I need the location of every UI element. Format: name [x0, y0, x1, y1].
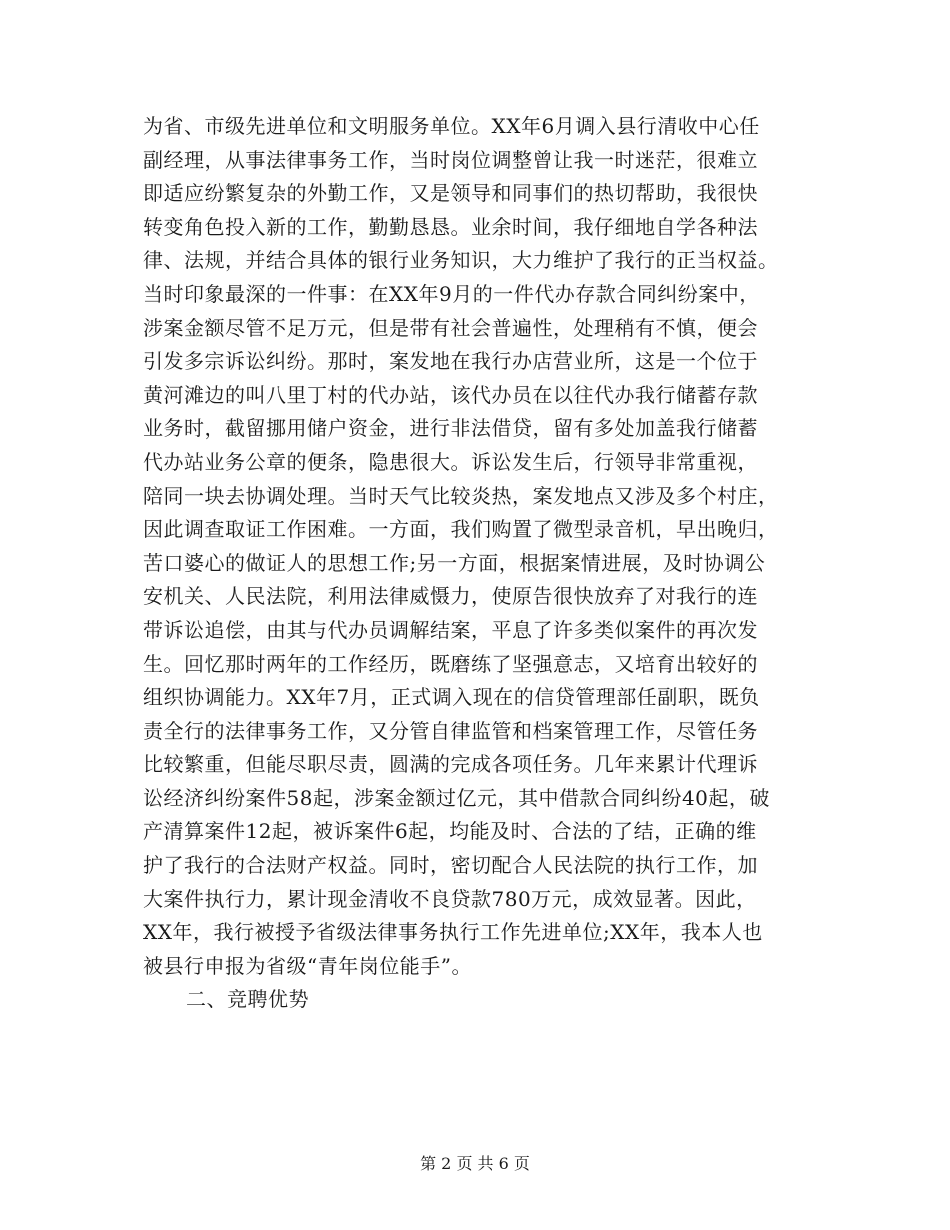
text-line: 护了我行的合法财产权益。同时，密切配合人民法院的执行工作，加 [143, 853, 758, 878]
text-line: 为省、市级先进单位和文明服务单位。XX年6月调入县行清收中心任 [143, 114, 760, 138]
text-line: 安机关、人民法院，利用法律威慑力，使原告很快放弃了对我行的连 [143, 584, 758, 609]
page-number-footer: 第 2 页 共 6 页 [420, 1154, 530, 1173]
text-line: 引发多宗诉讼纠纷。那时，案发地在我行办店营业所，这是一个位于 [143, 349, 758, 374]
text-line: 陪同一块去协调处理。当时天气比较炎热，案发地点又涉及多个村庄， [143, 483, 779, 508]
text-line: 因此调查取证工作困难。一方面，我们购置了微型录音机，早出晚归， [143, 517, 779, 542]
text-line: 转变角色投入新的工作，勤勤恳恳。业余时间，我仔细地自学各种法 [143, 214, 758, 239]
text-line: 代办站业务公章的便条，隐患很大。诉讼发生后，行领导非常重视， [143, 449, 758, 474]
text-line: 黄河滩边的叫八里丁村的代办站，该代办员在以往代办我行储蓄存款 [143, 382, 758, 407]
text-line: 组织协调能力。XX年7月，正式调入现在的信贷管理部任副职，既负 [143, 685, 760, 710]
text-line: 副经理，从事法律事务工作，当时岗位调整曾让我一时迷茫，很难立 [143, 147, 758, 172]
section-heading: 二、竞聘优势 [186, 987, 309, 1012]
body-text [143, 110, 813, 1017]
text-line: 产清算案件12起，被诉案件6起，均能及时、合法的了结，正确的维 [143, 819, 757, 844]
text-line: 比较繁重，但能尽职尽责，圆满的完成各项任务。几年来累计代理诉 [143, 752, 758, 777]
text-line: 讼经济纠纷案件58起，涉案金额过亿元，其中借款合同纠纷40起，破 [143, 785, 770, 810]
text-line: 当时印象最深的一件事：在XX年9月的一件代办存款合同纠纷案中， [143, 281, 760, 306]
text-line: XX年，我行被授予省级法律事务执行工作先进单位;XX年，我本人也 [143, 920, 763, 945]
text-line: 律、法规，并结合具体的银行业务知识，大力维护了我行的正当权益。 [143, 248, 779, 273]
text-line: 涉案金额尽管不足万元，但是带有社会普遍性，处理稍有不慎，便会 [143, 315, 758, 340]
text-line: 责全行的法律事务工作，又分管自律监管和档案管理工作，尽管任务 [143, 718, 758, 743]
text-line: 生。回忆那时两年的工作经历，既磨练了坚强意志，又培育出较好的 [143, 651, 758, 676]
text-line: 带诉讼追偿，由其与代办员调解结案，平息了许多类似案件的再次发 [143, 617, 758, 642]
text-line: 大案件执行力，累计现金清收不良贷款780万元，成效显著。因此， [143, 886, 757, 911]
text-line: 苦口婆心的做证人的思想工作;另一方面，根据案情进展，及时协调公 [143, 550, 766, 575]
text-line: 即适应纷繁复杂的外勤工作，又是领导和同事们的热切帮助，我很快 [143, 181, 758, 206]
text-line: 被县行申报为省级“青年岗位能手”。 [143, 953, 472, 978]
text-line: 业务时，截留挪用储户资金，进行非法借贷，留有多处加盖我行储蓄 [143, 416, 758, 441]
